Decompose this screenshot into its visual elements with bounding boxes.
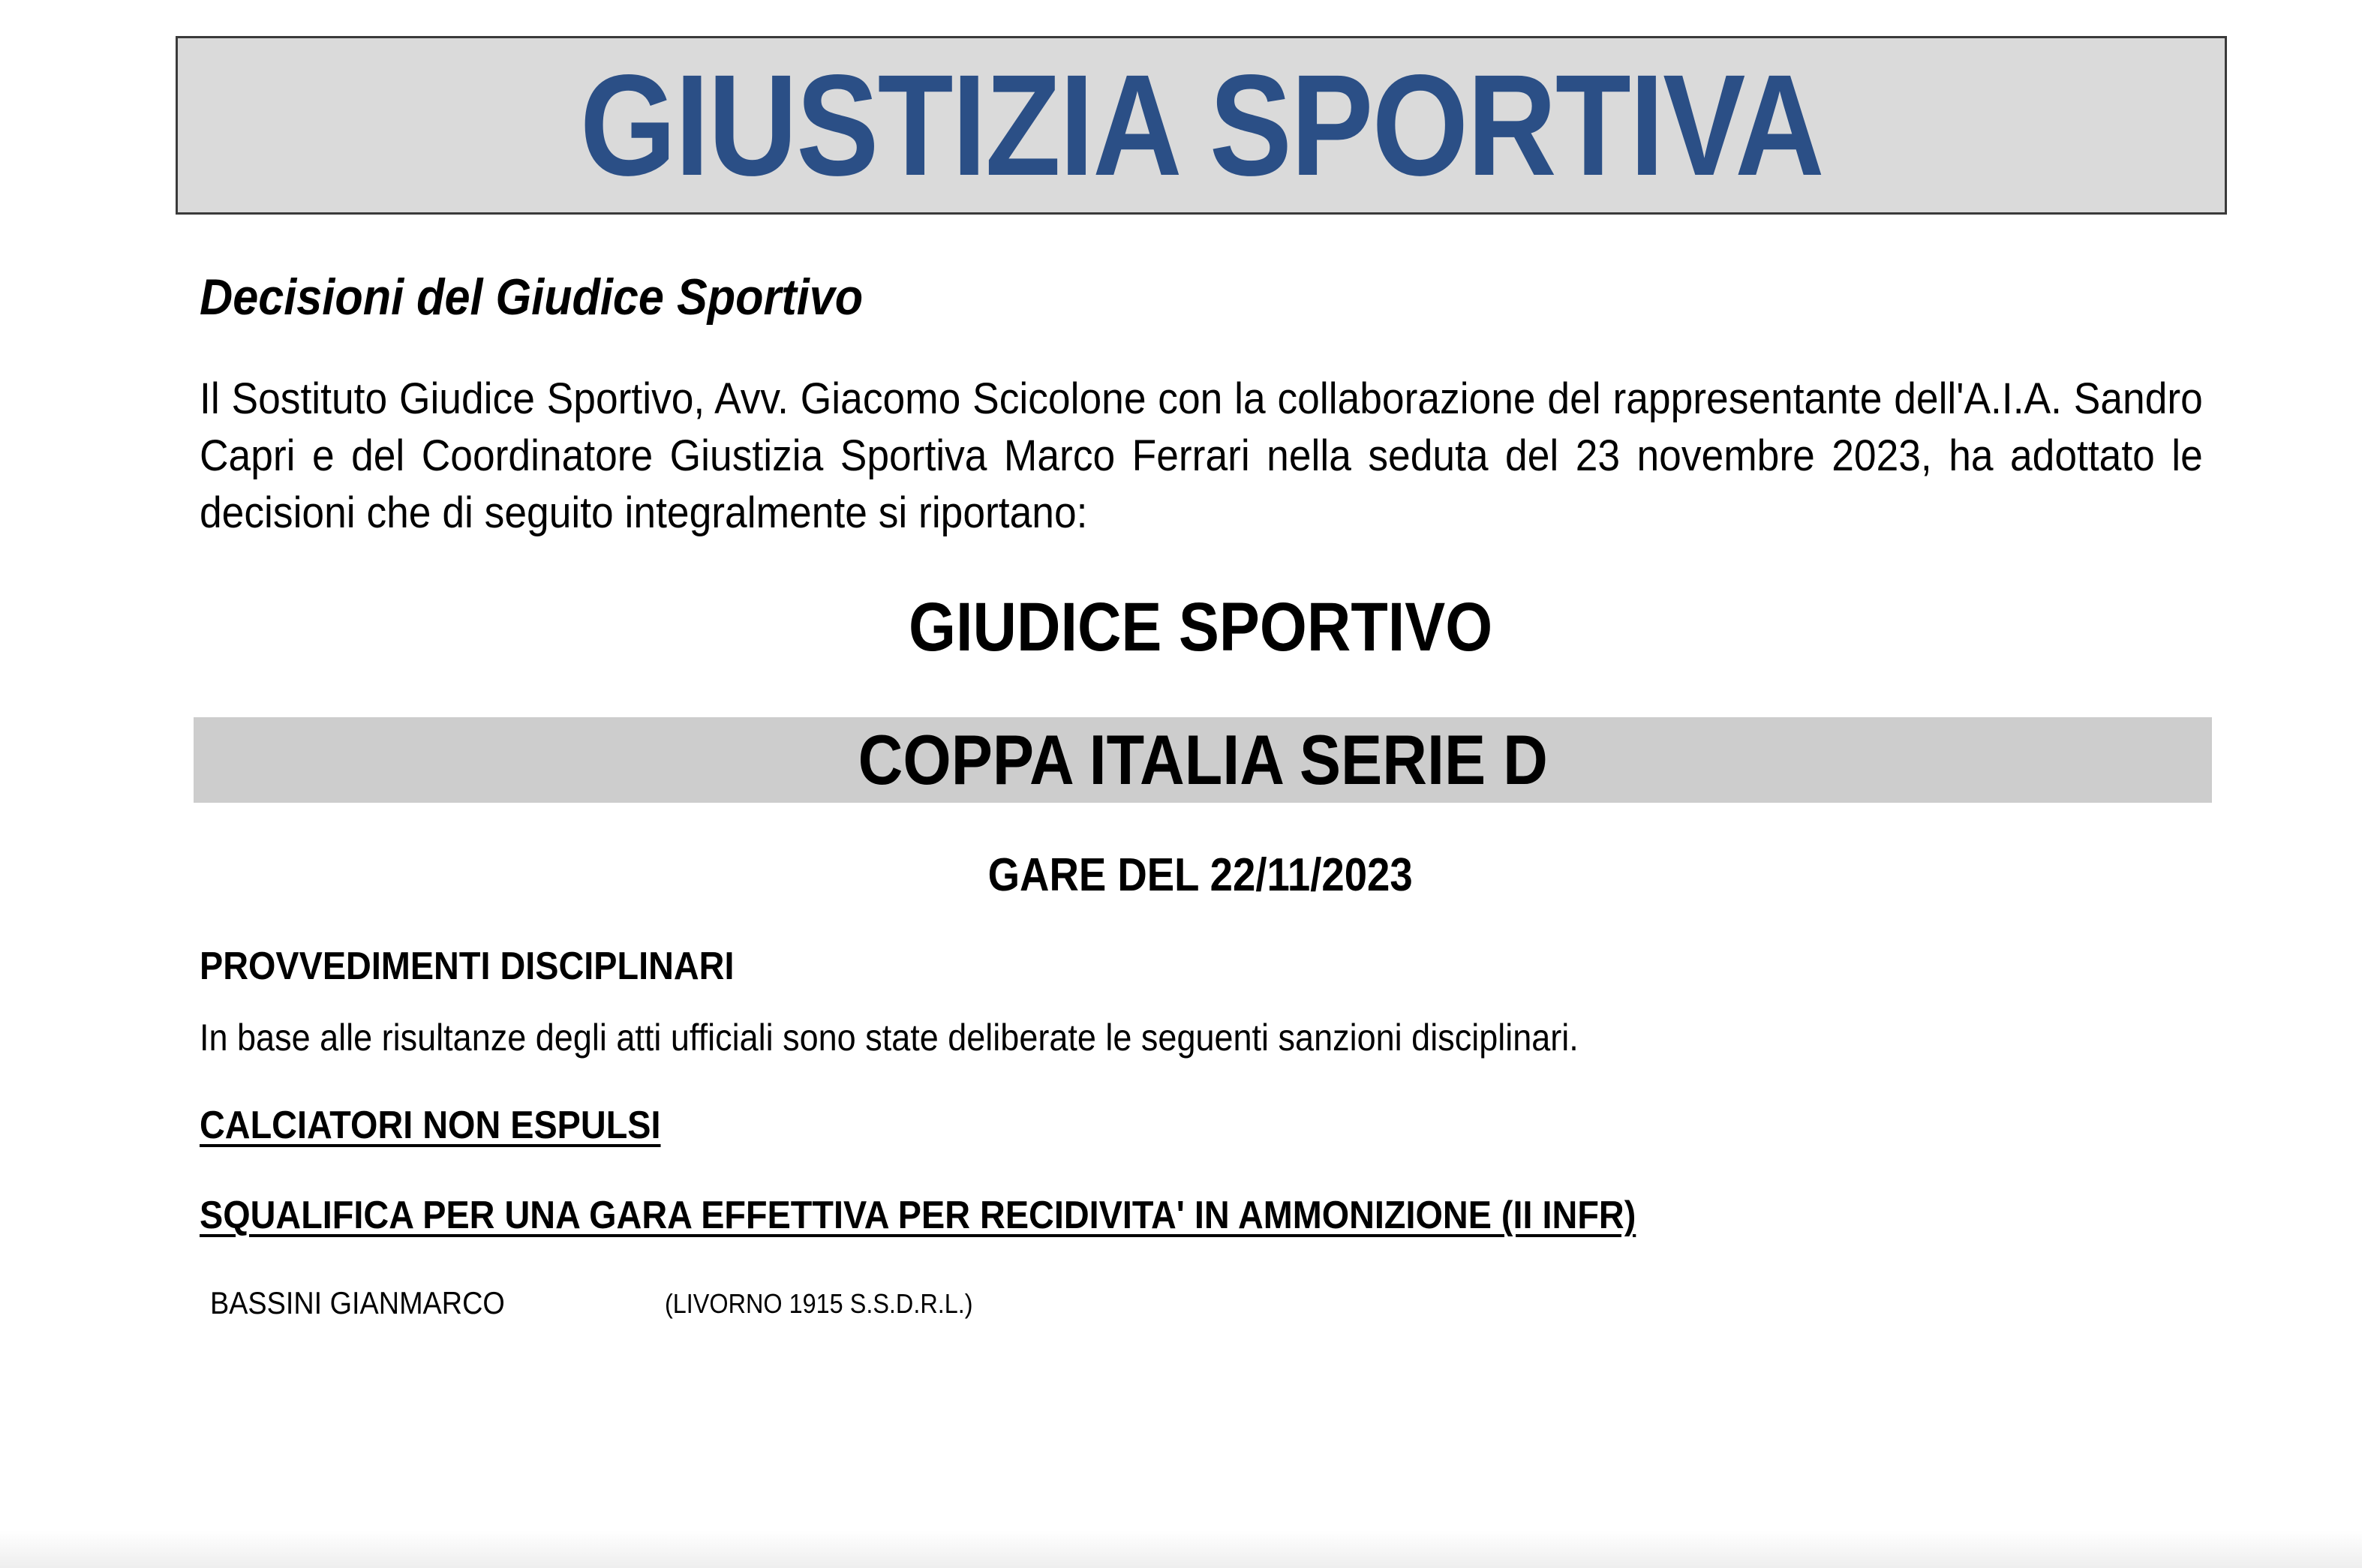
- sanction-heading: SQUALIFICA PER UNA GARA EFFETTIVA PER RECIDIVITA' IN AMMONIZIONE (II INFR): [200, 1194, 1636, 1237]
- player-club: (LIVORNO 1915 S.S.D.R.L.): [665, 1288, 973, 1319]
- category-heading: CALCIATORI NON ESPULSI: [200, 1104, 661, 1147]
- games-date-text: GARE DEL 22/11/2023: [987, 849, 1414, 901]
- page-bottom-shadow: [0, 1530, 2362, 1568]
- games-date: [0, 849, 2362, 901]
- competition-title: COPPA ITALIA SERIE D: [858, 720, 1548, 799]
- masthead-banner: [176, 36, 2227, 215]
- decisions-intro: Il Sostituto Giudice Sportivo, Avv. Giacomo Scicolone con la collaborazione del rappresentante dell'A.I.A. Sandro Capri e del Coordinatore Giustizia Sportiva Marco Ferrari nella seduta del 23 novembre 2023, ha adottato le decisioni che di seguito integralmente si riportano:: [200, 374, 2203, 537]
- judge-title: [0, 589, 2362, 665]
- measures-heading: PROVVEDIMENTI DISCIPLINARI: [200, 945, 735, 988]
- measures-text: In base alle risultanze degli atti ufficiali sono state deliberate le seguenti sanzioni disciplinari.: [200, 1017, 1579, 1059]
- player-name: BASSINI GIANMARCO: [210, 1285, 505, 1320]
- table-row: [210, 1287, 1411, 1325]
- competition-band: [194, 717, 2212, 803]
- judge-title-text: GIUDICE SPORTIVO: [908, 589, 1493, 665]
- decisions-heading: Decisioni del Giudice Sportivo: [200, 269, 864, 326]
- masthead-title: GIUSTIZIA SPORTIVA: [579, 44, 1823, 206]
